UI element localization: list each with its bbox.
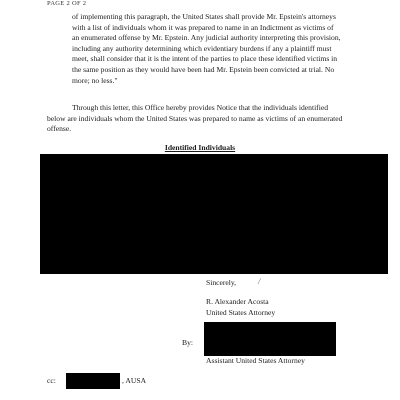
by-label: By: [182, 338, 193, 347]
cc-label: cc: [47, 376, 56, 385]
page-header: PAGE 2 OF 2 [47, 0, 87, 7]
closing-salutation: Sincerely, [206, 278, 237, 287]
cc-suffix: , AUSA [122, 376, 147, 385]
redaction-block-identified-individuals [40, 154, 388, 274]
quoted-paragraph: of implementing this paragraph, the United States shall provide Mr. Epstein's attorneys with a list of individuals whom it was prepared to name in an Indictment as victims of an enumerated offense by Mr. Epstein. Any judicial authority interpreting this provision, including any authority determining which evidentiary burdens if any a plaintiff must meet, shall consider that it is the intent of the parties to place these identified victims in the same position as they would have been had Mr. Epstein been convicted at trial. No more; no less." [72, 12, 341, 85]
redaction-block-cc [66, 373, 120, 389]
section-heading: Identified Individuals [164, 143, 236, 152]
notice-paragraph: Through this letter, this Office hereby provides Notice that the individuals identified below are individuals whom the United States was prepared to name as victims of an enumerated offense. [47, 103, 343, 134]
signatory-name: R. Alexander Acosta [206, 297, 269, 306]
assistant-title: Assistant United States Attorney [206, 356, 305, 365]
signature-mark: / [258, 277, 261, 286]
signatory-title: United States Attorney [206, 308, 276, 317]
redaction-block-signature [204, 322, 336, 356]
